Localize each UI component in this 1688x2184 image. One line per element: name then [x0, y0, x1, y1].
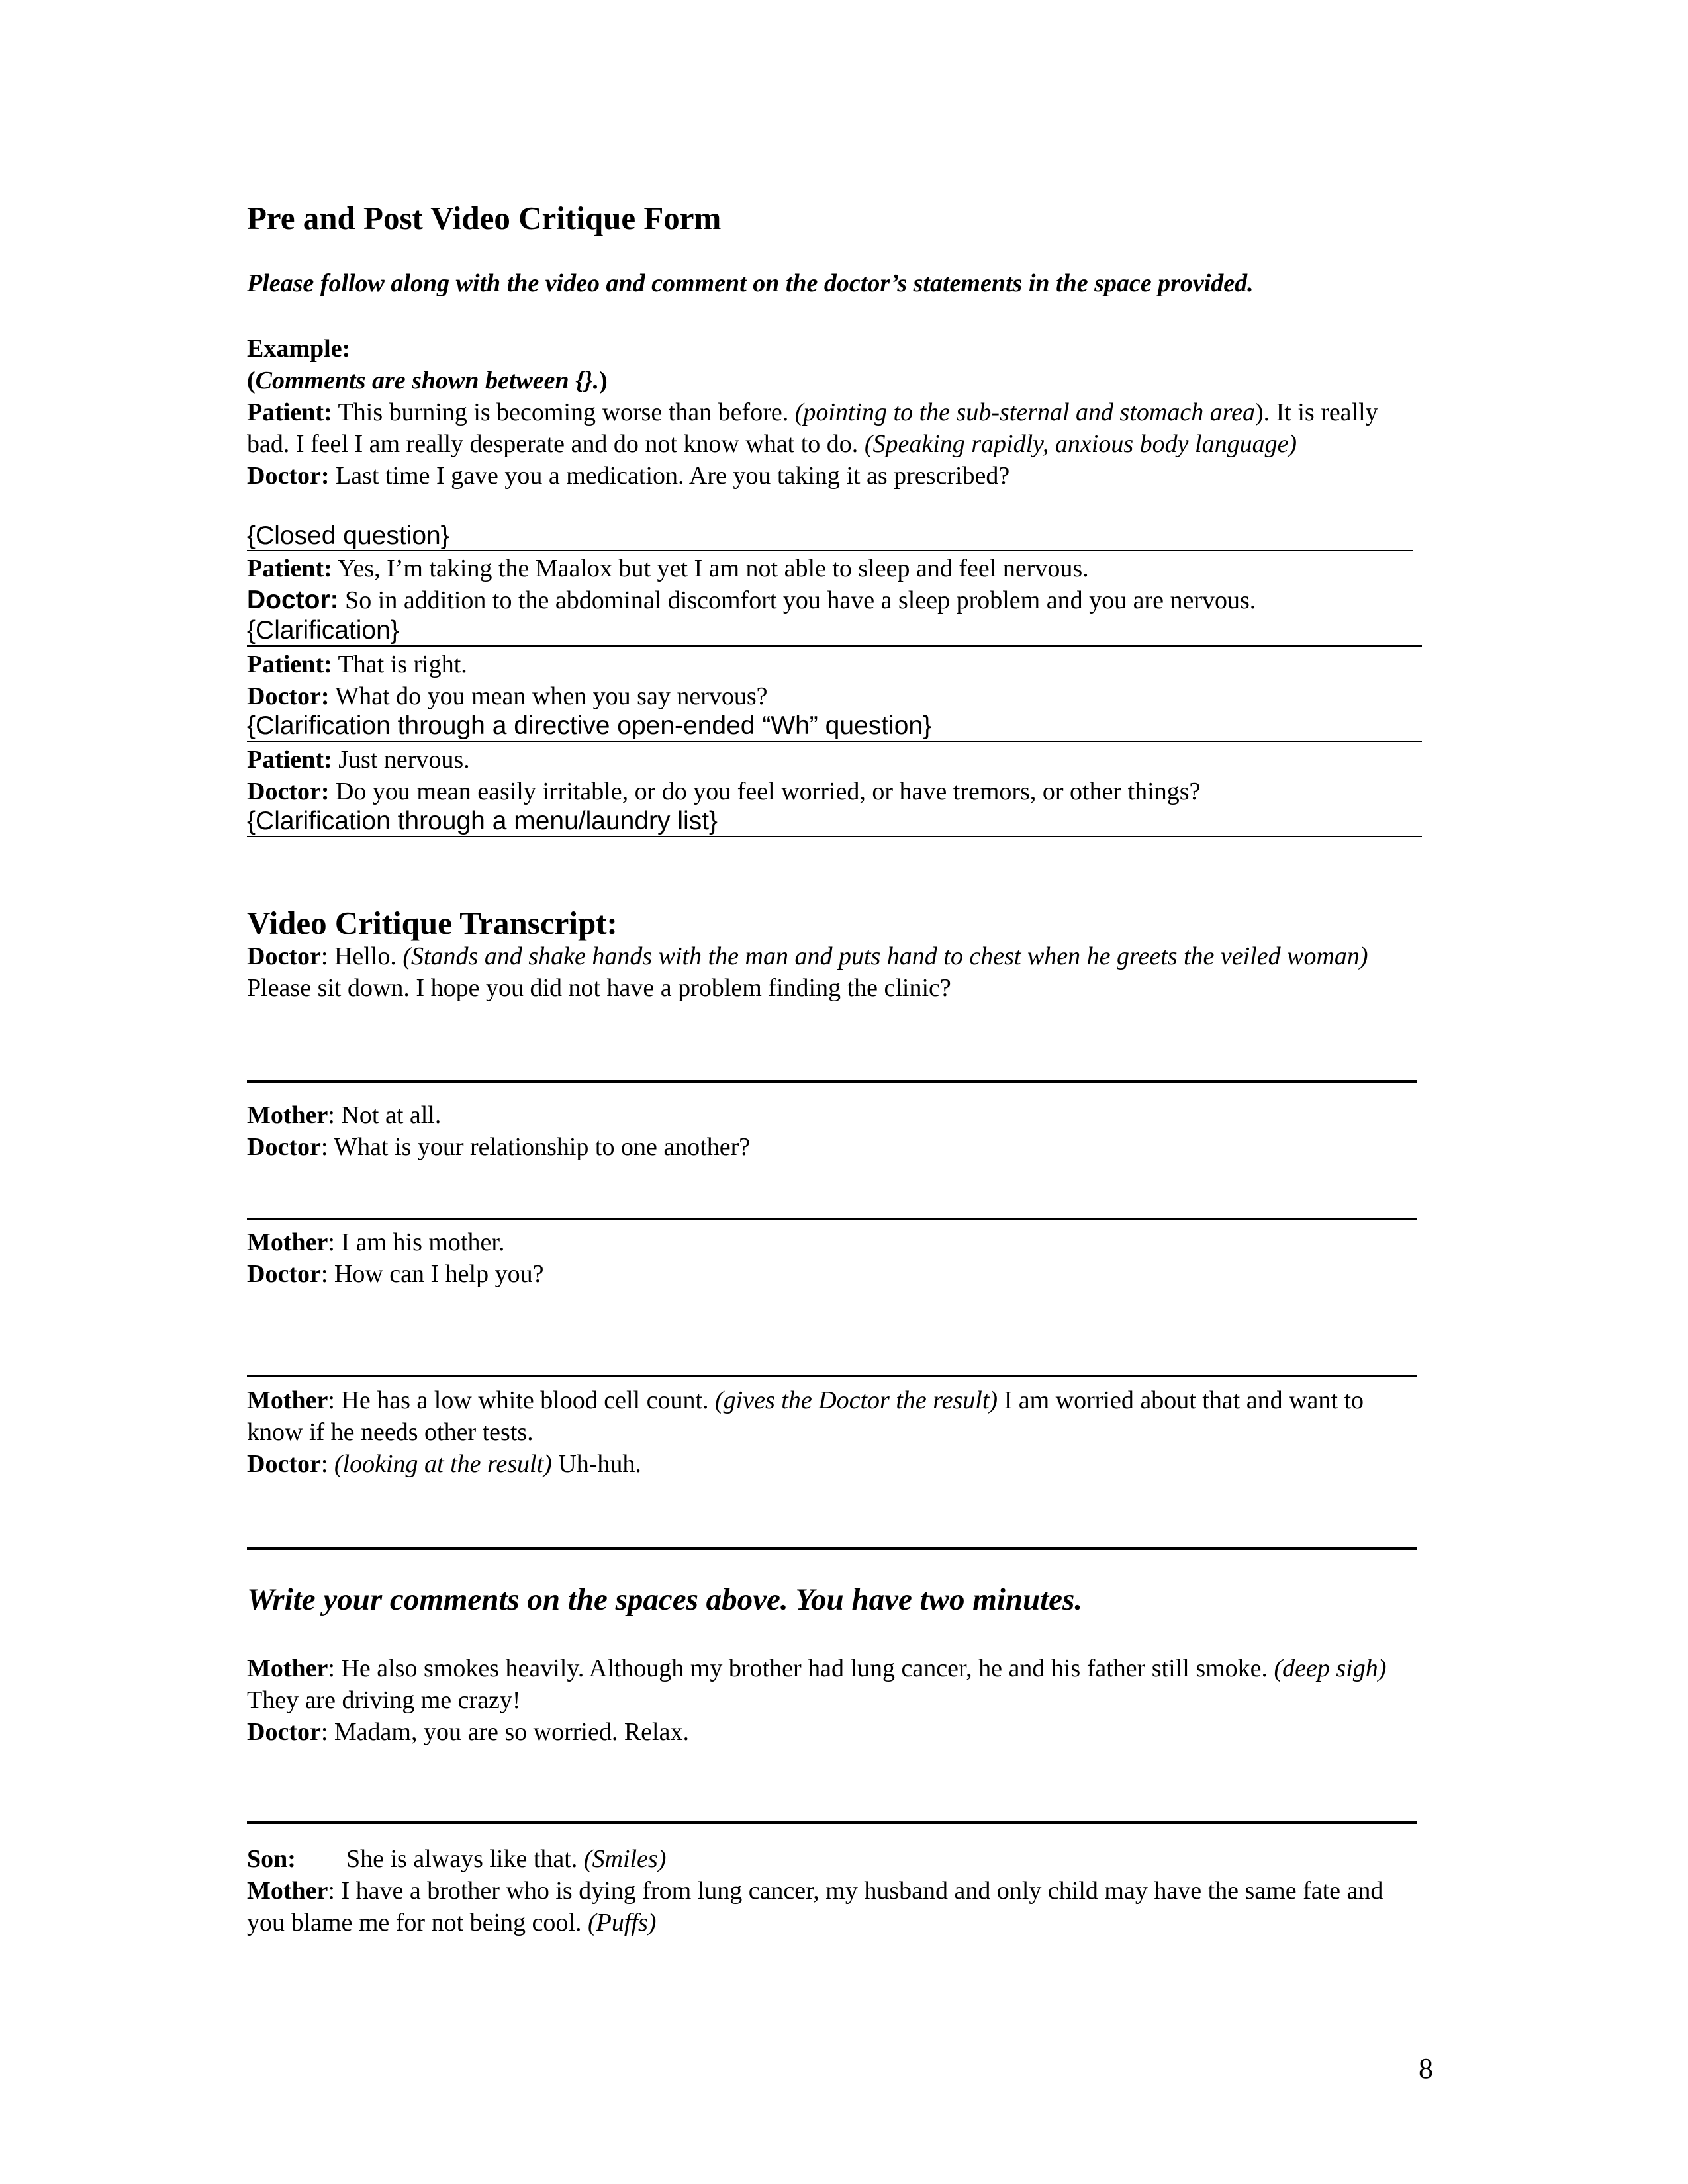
transcript-turn-5: Mother: He also smokes heavily. Although my brother had lung cancer, he and his father still smoke. (deep sigh) They are driving me crazy! Doctor: Madam, you are so worried. Relax. — [247, 1655, 1387, 1746]
example-patient-line-3: Patient: That is right. — [247, 651, 467, 678]
transcript-turn-2: Mother: Not at all. Doctor: What is your relationship to one another? — [247, 1101, 751, 1161]
comment-underline — [247, 836, 1422, 837]
transcript-turn-1: Doctor: Hello. (Stands and shake hands with the man and puts hand to chest when he greets the veiled woman) Please sit down. I hope you did not have a problem finding the clinic? — [247, 942, 1368, 1002]
comment-wh-question: {Clarification through a directive open-ended “Wh” question} — [247, 711, 932, 740]
transcript-heading: Video Critique Transcript: — [247, 905, 618, 941]
transcript-turn-4: Mother: He has a low white blood cell count. (gives the Doctor the result) I am worried about that and want to know if he needs other tests. Doctor: (looking at the result) Uh-huh. — [247, 1387, 1364, 1478]
example-block-3 — [247, 649, 1422, 712]
example-patient-line-4: Patient: Just nervous. — [247, 746, 470, 774]
example-patient-line-1: Patient: This burning is becoming worse than before. (pointing to the sub-sternal and stomach area). It is really bad. I feel I am really desperate and do not know what to do. (Speaking rapidly, anxious body language) — [247, 398, 1378, 458]
speaker-label: Patient: — [247, 398, 332, 426]
example-heading: Example: — [247, 335, 351, 363]
speaker-label: Doctor: — [247, 462, 330, 490]
page-title: Pre and Post Video Critique Form — [247, 200, 722, 236]
page-number: 8 — [1419, 2052, 1433, 2085]
comment-menu-list: {Clarification through a menu/laundry list} — [247, 807, 718, 835]
comment-line[interactable] — [247, 1375, 1417, 1377]
example-block-4 — [247, 744, 1422, 807]
comment-underline — [247, 550, 1413, 551]
transcript-turn-6: Son: She is always like that. (Smiles) Mother: I have a brother who is dying from lung cancer, my husband and only child may have the same fate and you blame me for not being cool. (Puffs) — [247, 1845, 1383, 1936]
example-block-2 — [247, 553, 1422, 616]
example-doctor-line-2: Doctor: So in addition to the abdominal discomfort you have a sleep problem and you are nervous. — [247, 586, 1256, 614]
comment-closed-question: {Closed question} — [247, 522, 449, 550]
comment-line[interactable] — [247, 1080, 1417, 1083]
write-comments-instruction: Write your comments on the spaces above. You have two minutes. — [247, 1582, 1083, 1617]
transcript-turn-3: Mother: I am his mother. Doctor: How can I help you? — [247, 1228, 544, 1288]
comment-line[interactable] — [247, 1218, 1417, 1220]
example-block — [247, 333, 1422, 492]
example-patient-line-2: Patient: Yes, I’m taking the Maalox but yet I am not able to sleep and feel nervous. — [247, 555, 1089, 582]
comment-line[interactable] — [247, 1821, 1417, 1824]
instructions: Please follow along with the video and comment on the doctor’s statements in the space provided. — [247, 269, 1254, 297]
example-doctor-line-3: Doctor: What do you mean when you say nervous? — [247, 682, 768, 710]
comment-line[interactable] — [247, 1547, 1417, 1550]
example-doctor-line-4: Doctor: Do you mean easily irritable, or do you feel worried, or have tremors, or other things? — [247, 778, 1201, 805]
comment-underline — [247, 645, 1422, 647]
example-note: (Comments are shown between {}.) — [247, 367, 608, 394]
example-doctor-line-1: Doctor: Last time I gave you a medication. Are you taking it as prescribed? — [247, 462, 1010, 490]
comment-underline — [247, 741, 1422, 742]
comment-clarification: {Clarification} — [247, 616, 399, 645]
